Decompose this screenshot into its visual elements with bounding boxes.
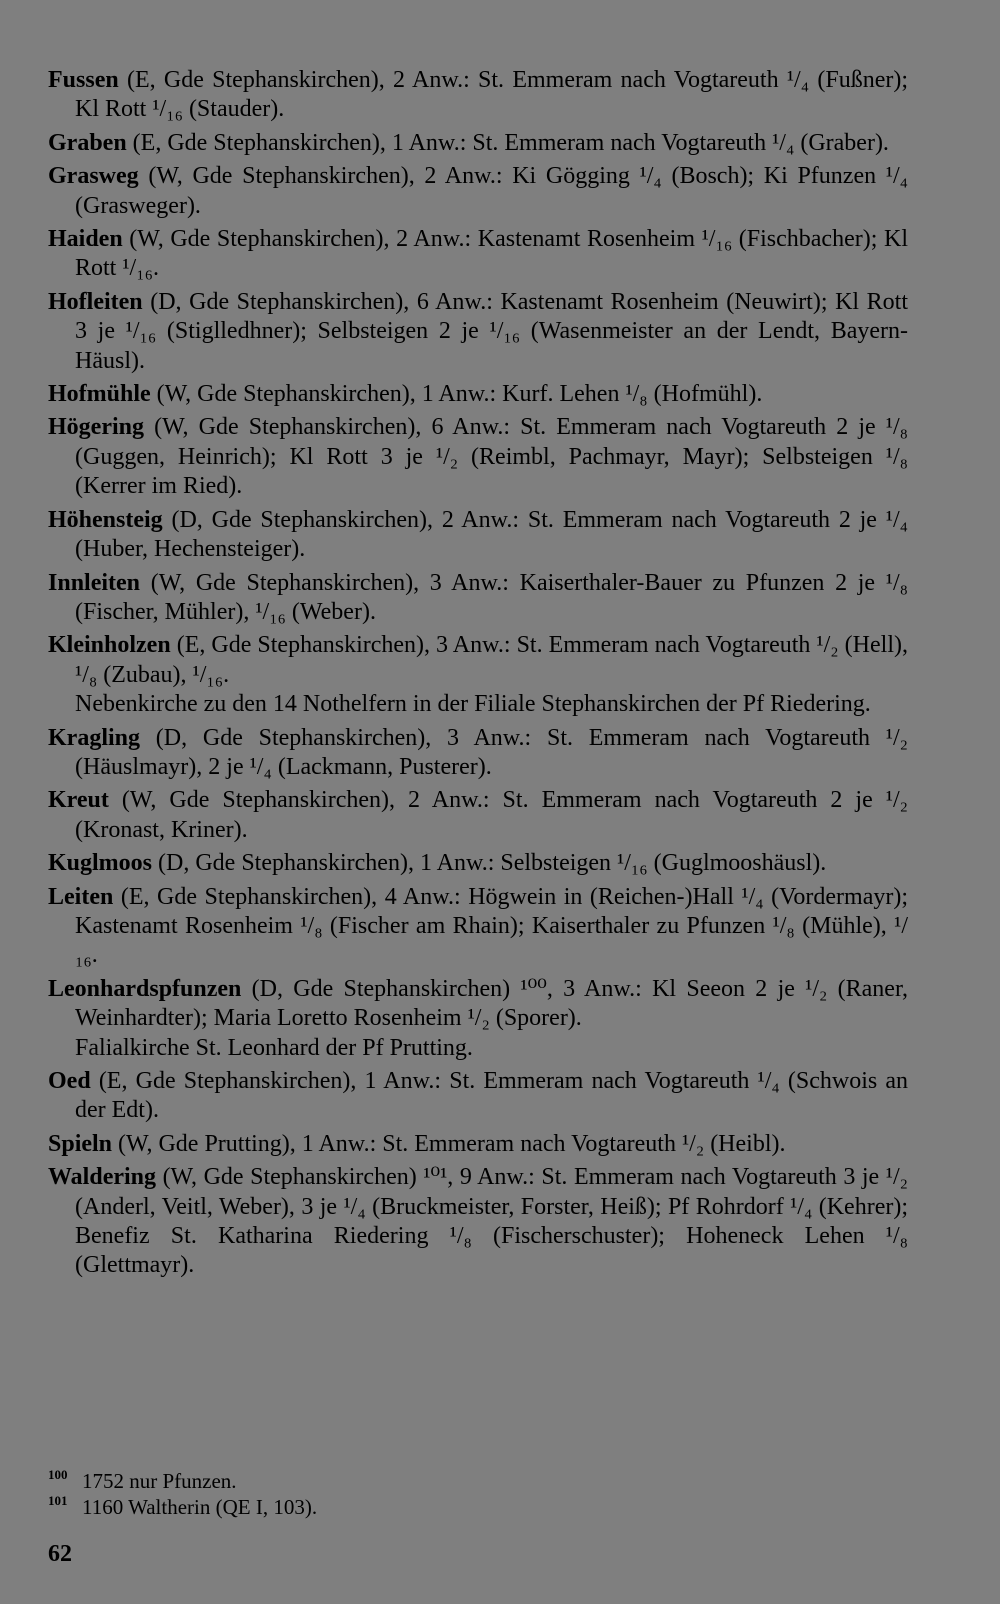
entry-text: (D, Gde Stephanskirchen), 6 Anw.: Kastenamt Rosenheim (Neuwirt); Kl Rott 3 je ¹/₁₆ (Stiglledhner); Selbsteigen 2 je ¹/₁₆ (Wasenmeister an der Lendt, Bayern-Häusl). [75, 288, 908, 374]
entry-text: (W, Gde Stephanskirchen), 2 Anw.: Ki Gögging ¹/₄ (Bosch); Ki Pfunzen ¹/₄ (Grasweger). [75, 163, 908, 219]
entry-headword: Hofmühle [48, 381, 151, 408]
entry-text: (W, Gde Stephanskirchen), 2 Anw.: Kastenamt Rosenheim ¹/₁₆ (Fischbacher); Kl Rott ¹/₁₆. [75, 226, 908, 282]
entry-text: (E, Gde Stephanskirchen), 4 Anw.: Högwein in (Reichen-)Hall ¹/₄ (Vordermayr); Kastenamt Rosenheim ¹/₈ (Fischer am Rhain); Kaiserthaler zu Pfunzen ¹/₈ (Mühle), ¹/₁₆. [75, 883, 908, 969]
entry-text: (E, Gde Stephanskirchen), 1 Anw.: St. Emmeram nach Vogtareuth ¹/₄ (Graber). [126, 129, 889, 156]
entry-headword: Waldering [48, 1164, 157, 1191]
entry-headword: Leiten [48, 883, 114, 910]
entry [48, 225, 908, 284]
entry-text: (E, Gde Stephanskirchen), 3 Anw.: St. Emmeram nach Vogtareuth ¹/₂ (Hell), ¹/₈ (Zubau), ¹/₁₆. [75, 632, 908, 688]
footnote-text: 1752 nur Pfunzen. [82, 1469, 237, 1493]
entry [48, 506, 908, 565]
entry-note: Nebenkirche zu den 14 Nothelfern in der Filiale Stephanskirchen der Pf Riedering. [75, 691, 871, 718]
footnotes [48, 1468, 908, 1520]
entry-text: (D, Gde Stephanskirchen) ¹⁰⁰, 3 Anw.: Kl Seeon 2 je ¹/₂ (Raner, Weinhardter); Maria Loretto Rosenheim ¹/₂ (Sporer). [75, 975, 908, 1032]
entry-text: (W, Gde Stephanskirchen), 2 Anw.: St. Emmeram nach Vogtareuth 2 je ¹/₂ (Kronast, Kriner). [75, 787, 908, 843]
entry-text: (D, Gde Stephanskirchen), 3 Anw.: St. Emmeram nach Vogtareuth ¹/₂ (Häuslmayr), 2 je ¹/₄ (Lackmann, Pusterer). [75, 724, 908, 780]
entry [48, 1130, 908, 1159]
entry-headword: Graben [48, 129, 127, 156]
page-number: 62 [48, 1541, 72, 1567]
entry-headword: Hofleiten [48, 288, 143, 315]
entry [48, 1163, 908, 1281]
entry-headword: Höhensteig [48, 506, 163, 533]
entry [48, 849, 908, 878]
entry [48, 380, 908, 409]
entry-note: Falialkirche St. Leonhard der Pf Prutting. [75, 1034, 473, 1061]
entry-headword: Fussen [48, 67, 119, 93]
entry-text: (E, Gde Stephanskirchen), 1 Anw.: St. Emmeram nach Vogtareuth ¹/₄ (Schwois an der Edt). [75, 1068, 908, 1124]
entry-headword: Haiden [48, 226, 123, 253]
entry-headword: Oed [48, 1068, 91, 1094]
entry [48, 129, 908, 158]
entry [48, 724, 908, 783]
entry-text: (D, Gde Stephanskirchen), 1 Anw.: Selbsteigen ¹/₁₆ (Guglmooshäusl). [152, 850, 827, 877]
entry [48, 786, 908, 845]
entry [48, 413, 908, 501]
footnote-number: 100 [48, 1467, 68, 1482]
entry-text: (E, Gde Stephanskirchen), 2 Anw.: St. Emmeram nach Vogtareuth ¹/₄ (Fußner); Kl Rott ¹/₁₆ (Stauder). [75, 67, 908, 123]
entry-text: (D, Gde Stephanskirchen), 2 Anw.: St. Emmeram nach Vogtareuth 2 je ¹/₄ (Huber, Hechensteiger). [75, 506, 908, 563]
entry-headword: Leonhardspfunzen [48, 975, 242, 1002]
entry-headword: Kreut [48, 787, 109, 814]
entry-headword: Kragling [48, 724, 141, 751]
entry [48, 883, 908, 971]
entry-headword: Kleinholzen [48, 632, 171, 659]
entry-headword: Högering [48, 414, 144, 441]
entry [48, 1067, 908, 1126]
entry-headword: Spieln [48, 1130, 113, 1157]
footnote-number: 101 [48, 1493, 68, 1508]
entry [48, 288, 908, 376]
entry-text: (W, Gde Prutting), 1 Anw.: St. Emmeram nach Vogtareuth ¹/₂ (Heibl). [112, 1130, 786, 1157]
entry [48, 162, 908, 221]
entry [48, 631, 908, 719]
footnote [48, 1468, 908, 1494]
entry-text: (W, Gde Stephanskirchen), 3 Anw.: Kaiserthaler-Bauer zu Pfunzen 2 je ¹/₈ (Fischer, Mühler), ¹/₁₆ (Weber). [75, 569, 908, 625]
entry-text: (W, Gde Stephanskirchen) ¹⁰¹, 9 Anw.: St. Emmeram nach Vogtareuth 3 je ¹/₂ (Anderl, Veitl, Weber), 3 je ¹/₄ (Bruckmeister, Forster, Heiß); Pf Rohrdorf ¹/₄ (Kehrer); Benefiz St. Katharina Riedering ¹/₈ (Fischerschuster); Hoheneck Lehen ¹/₈ (Glettmayr). [75, 1164, 908, 1279]
entry [48, 569, 908, 628]
footnote-text: 1160 Waltherin (QE I, 103). [82, 1495, 318, 1519]
entry [48, 975, 908, 1063]
entry-text: (W, Gde Stephanskirchen), 6 Anw.: St. Emmeram nach Vogtareuth 2 je ¹/₈ (Guggen, Heinrich); Kl Rott 3 je ¹/₂ (Reimbl, Pachmayr, Mayr); Selbsteigen ¹/₈ (Kerrer im Ried). [75, 414, 908, 500]
entry-list [48, 66, 908, 1285]
footnote [48, 1494, 908, 1520]
entry-headword: Grasweg [48, 163, 139, 190]
entry-headword: Innleiten [48, 569, 141, 596]
entry-headword: Kuglmoos [48, 850, 153, 877]
entry [48, 66, 908, 125]
entry-text: (W, Gde Stephanskirchen), 1 Anw.: Kurf. Lehen ¹/₈ (Hofmühl). [150, 381, 763, 408]
